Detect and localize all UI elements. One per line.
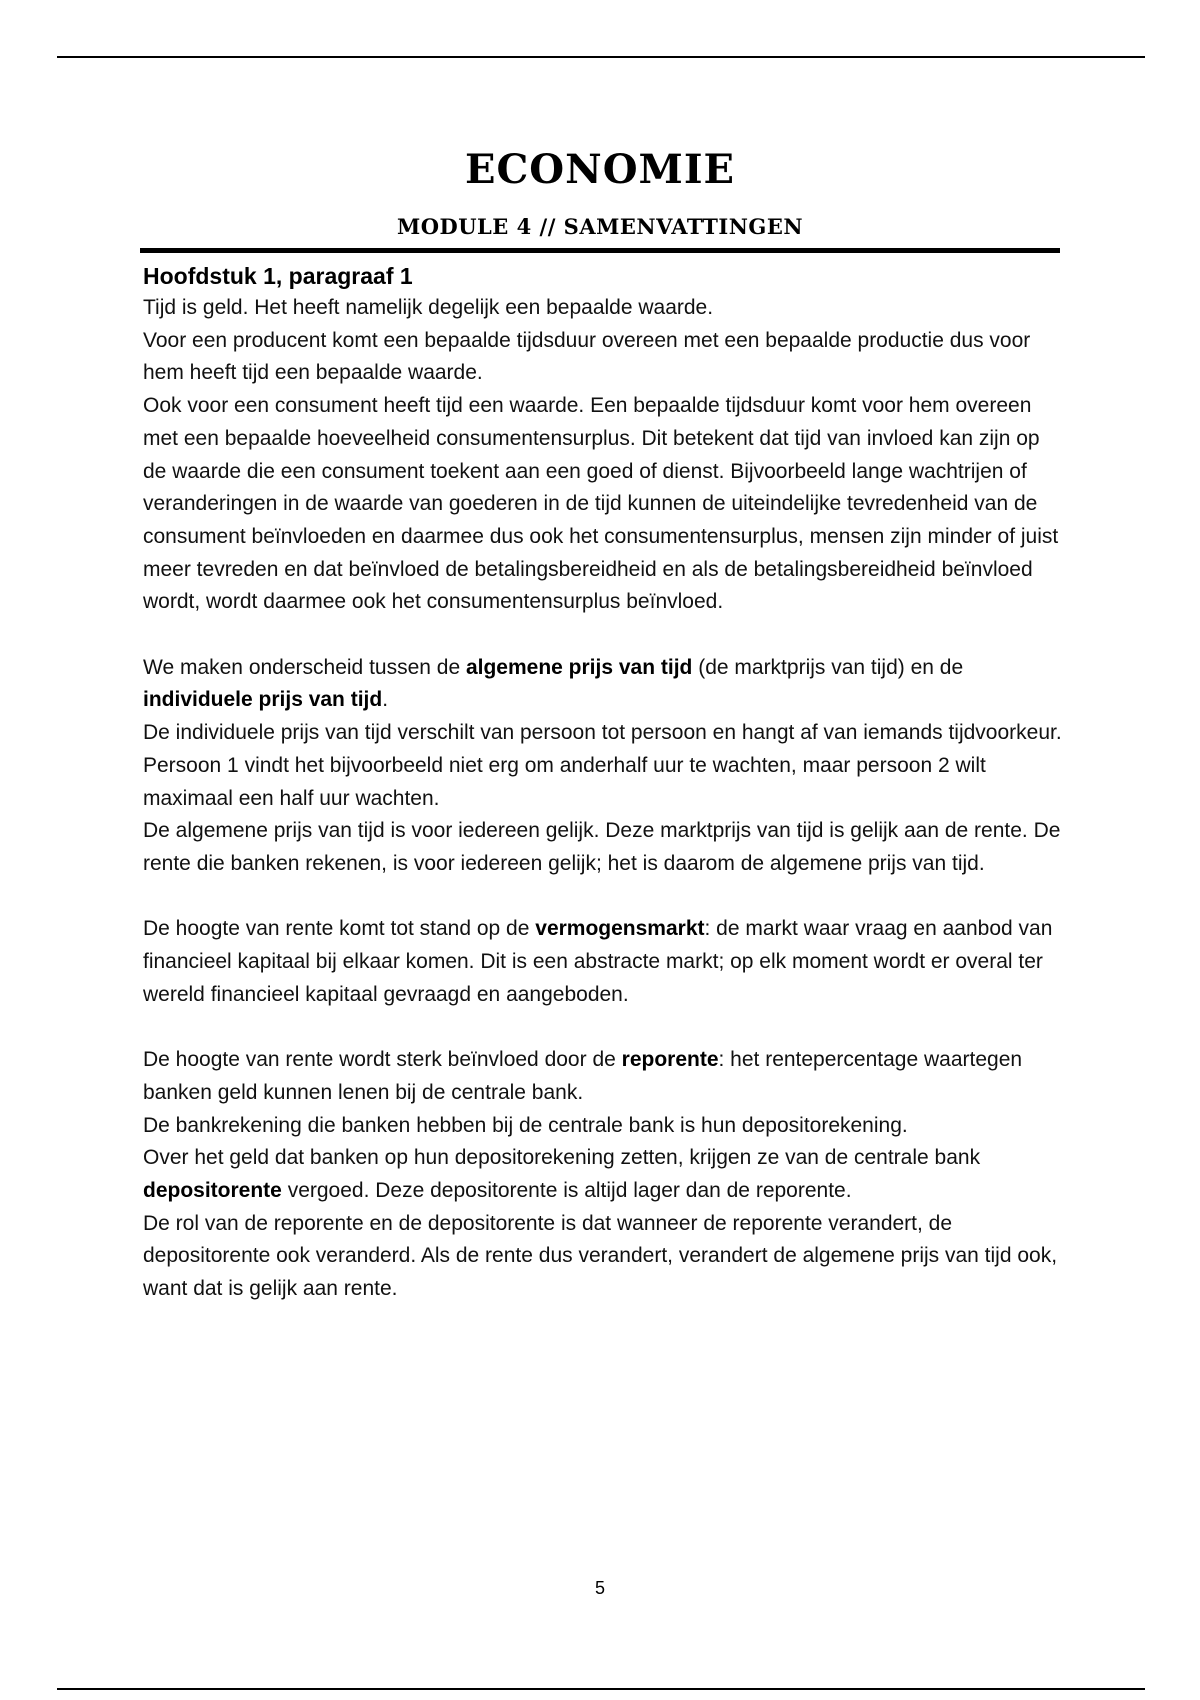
paragraph-5: De individuele prijs van tijd verschilt van persoon tot persoon en hangt af van iemands tijdvoorkeur. Persoon 1 vindt het bijvoorbeeld niet erg om anderhalf uur te wachten, maar persoon 2 wilt maximaal een half uur wachten. bbox=[143, 721, 1062, 810]
term-individuele-prijs-van-tijd: individuele prijs van tijd bbox=[143, 688, 383, 712]
term-depositorente: depositorente bbox=[143, 1178, 282, 1202]
paragraph-9: De bankrekening die banken hebben bij de centrale bank is hun depositorekening. bbox=[143, 1113, 908, 1137]
paragraph-8-text-2: : het rentepercentage waartegen banken geld kunnen lenen bij de centrale bank. bbox=[143, 1048, 1023, 1104]
page-content bbox=[143, 260, 1063, 1306]
paragraph-4-text-1: We maken onderscheid tussen de bbox=[143, 655, 466, 679]
term-vermogensmarkt: vermogensmarkt bbox=[535, 917, 705, 941]
paragraph-10-text-1: Over het geld dat banken op hun depositorekening zetten, krijgen ze van de centrale bank bbox=[143, 1146, 981, 1170]
paragraph-8-text-1: De hoogte van rente wordt sterk beïnvloed door de bbox=[143, 1048, 622, 1072]
paragraph-2: Voor een producent komt een bepaalde tijdsduur overeen met een bepaalde productie dus voor hem heeft tijd een bepaalde waarde. bbox=[143, 328, 1031, 385]
page-number: 5 bbox=[594, 1578, 605, 1598]
paragraph-7 bbox=[143, 913, 1063, 1011]
term-reporente: reporente bbox=[621, 1048, 719, 1072]
paragraph-4-text-2: (de marktprijs van tijd) en de bbox=[692, 655, 964, 679]
paragraph-4 bbox=[143, 652, 1063, 717]
paragraph-7-text-2: : de markt waar vraag en aanbod van financieel kapitaal bij elkaar komen. Dit is een abstracte markt; op elk moment wordt er overal ter wereld financieel kapitaal gevraagd en aangeboden. bbox=[143, 917, 1053, 1006]
paragraph-8 bbox=[143, 1044, 1063, 1109]
top-rule bbox=[57, 56, 1145, 58]
paragraph-4-text-3: . bbox=[382, 688, 389, 712]
paragraph-6: De algemene prijs van tijd is voor iedereen gelijk. Deze marktprijs van tijd is gelijk aan de rente. De rente die banken rekenen, is voor iedereen gelijk; het is daarom de algemene prijs van tijd. bbox=[143, 819, 1061, 875]
paragraph-11: De rol van de reporente en de depositorente is dat wanneer de reporente verandert, de depositorente ook veranderd. Als de rente dus verandert, verandert de algemene prijs van tijd ook, want dat is gelijk aan rente. bbox=[143, 1211, 1058, 1301]
document-title: ECONOMIE bbox=[464, 146, 736, 193]
paragraph-7-text-1: De hoogte van rente komt tot stand op de bbox=[143, 917, 536, 941]
paragraph-3: Ook voor een consument heeft tijd een waarde. Een bepaalde tijdsduur komt voor hem overeen met een bepaalde hoeveelheid consumentensurplus. Dit betekent dat tijd van invloed kan zijn op de waarde die een consument toekent aan een goed of dienst. Bijvoorbeeld lange wachtrijen of veranderingen in de waarde van goederen in de tijd kunnen de uiteindelijke tevredenheid van de consument beïnvloeden en daarmee dus ook het consumentensurplus, mensen zijn minder of juist meer tevreden en dat beïnvloed de betalingsbereidheid en als de betalingsbereidheid beïnvloed wordt, wordt daarmee ook het consumentensurplus beïnvloed. bbox=[143, 394, 1059, 614]
paragraph-10-text-2: vergoed. Deze depositorente is altijd lager dan de reporente. bbox=[281, 1178, 852, 1202]
paragraph-1: Tijd is geld. Het heeft namelijk degelijk een bepaalde waarde. bbox=[143, 296, 714, 319]
section-heading: Hoofdstuk 1, paragraaf 1 bbox=[143, 263, 413, 289]
paragraph-10 bbox=[143, 1142, 1063, 1207]
document-subtitle: MODULE 4 // SAMENVATTINGEN bbox=[396, 214, 804, 239]
title-rule bbox=[140, 248, 1060, 253]
bottom-rule bbox=[57, 1688, 1145, 1690]
term-algemene-prijs-van-tijd: algemene prijs van tijd bbox=[465, 655, 693, 679]
